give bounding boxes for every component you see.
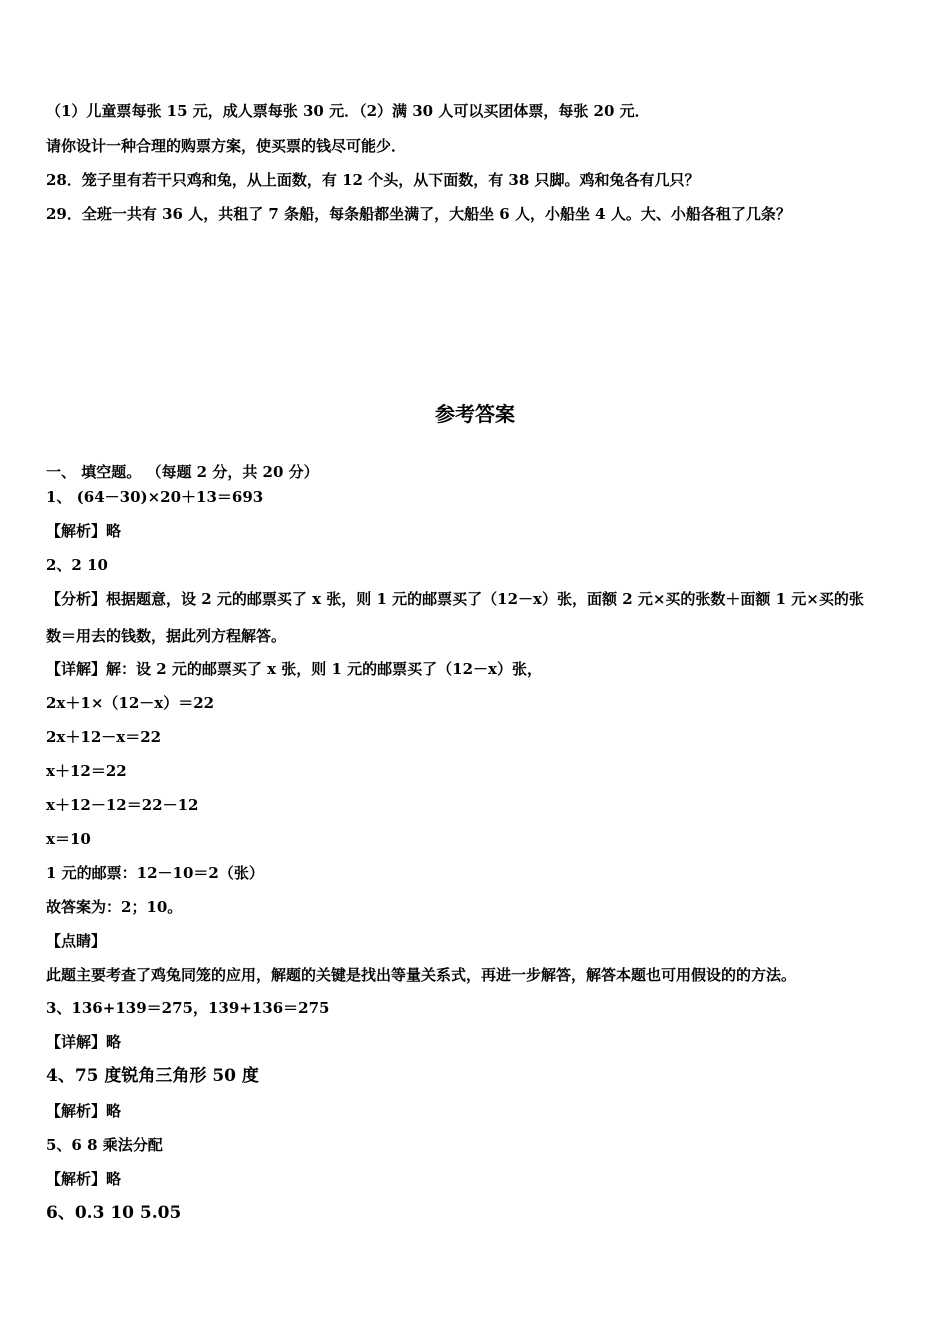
question-27-ask: 请你设计一种合理的购票方案，使买票的钱尽可能少． [46, 137, 407, 155]
equation-2: 2x＋12－x＝22 [46, 728, 162, 746]
equation-3: x＋12＝22 [46, 762, 127, 780]
answer-2-tip-label: 【点睛】 [46, 932, 107, 950]
answer-2-tip-text: 此题主要考查了鸡兔同笼的应用，解题的关键是找出等量关系式，再进一步解答，解答本题也可用假设的的方法。 [46, 966, 797, 984]
answer-2-detail: 【详解】解：设 2 元的邮票买了 x 张，则 1 元的邮票买了（12－x）张， [46, 660, 542, 678]
equation-6: 1 元的邮票：12－10＝2（张） [46, 864, 264, 882]
answer-2-analysis-1: 【分析】根据题意，设 2 元的邮票买了 x 张，则 1 元的邮票买了（12－x）张，面额 2 元×买的张数＋面额 1 元×买的张 [46, 590, 864, 608]
answer-1: 1、 (64－30)×20＋13＝693 [46, 488, 264, 506]
question-27-continued: （1）儿童票每张 15 元，成人票每张 30 元．（2）满 30 人可以买团体票，每张 20 元． [46, 102, 650, 120]
answer-3: 3、136+139＝275，139+136＝275 [46, 999, 330, 1017]
answer-1-note: 【解析】略 [46, 522, 122, 540]
section-heading: 一、 填空题。 （每题 2 分，共 20 分） [46, 463, 319, 481]
answer-2-analysis-2: 数＝用去的钱数，据此列方程解答。 [46, 627, 287, 645]
equation-4: x＋12－12＝22－12 [46, 796, 199, 814]
question-29: 29．全班一共有 36 人，共租了 7 条船，每条船都坐满了，大船坐 6 人，小船坐 4 人。大、小船各租了几条？ [46, 205, 791, 223]
equation-5: x＝10 [46, 830, 91, 848]
question-28: 28．笼子里有若干只鸡和兔，从上面数，有 12 个头，从下面数，有 38 只脚。鸡和兔各有几只？ [46, 171, 700, 189]
answer-4-note: 【解析】略 [46, 1102, 122, 1120]
answer-6: 6、0.3 10 5.05 [46, 1203, 182, 1223]
answer-3-note: 【详解】略 [46, 1033, 122, 1051]
answer-5: 5、6 8 乘法分配 [46, 1136, 163, 1154]
equation-1: 2x＋1×（12－x）＝22 [46, 694, 215, 712]
answer-2: 2、2 10 [46, 556, 108, 574]
answer-2-final: 故答案为：2；10。 [46, 898, 183, 916]
answer-4: 4、75 度锐角三角形 50 度 [46, 1066, 259, 1086]
answer-5-note: 【解析】略 [46, 1170, 122, 1188]
answers-title: 参考答案 [435, 402, 515, 426]
